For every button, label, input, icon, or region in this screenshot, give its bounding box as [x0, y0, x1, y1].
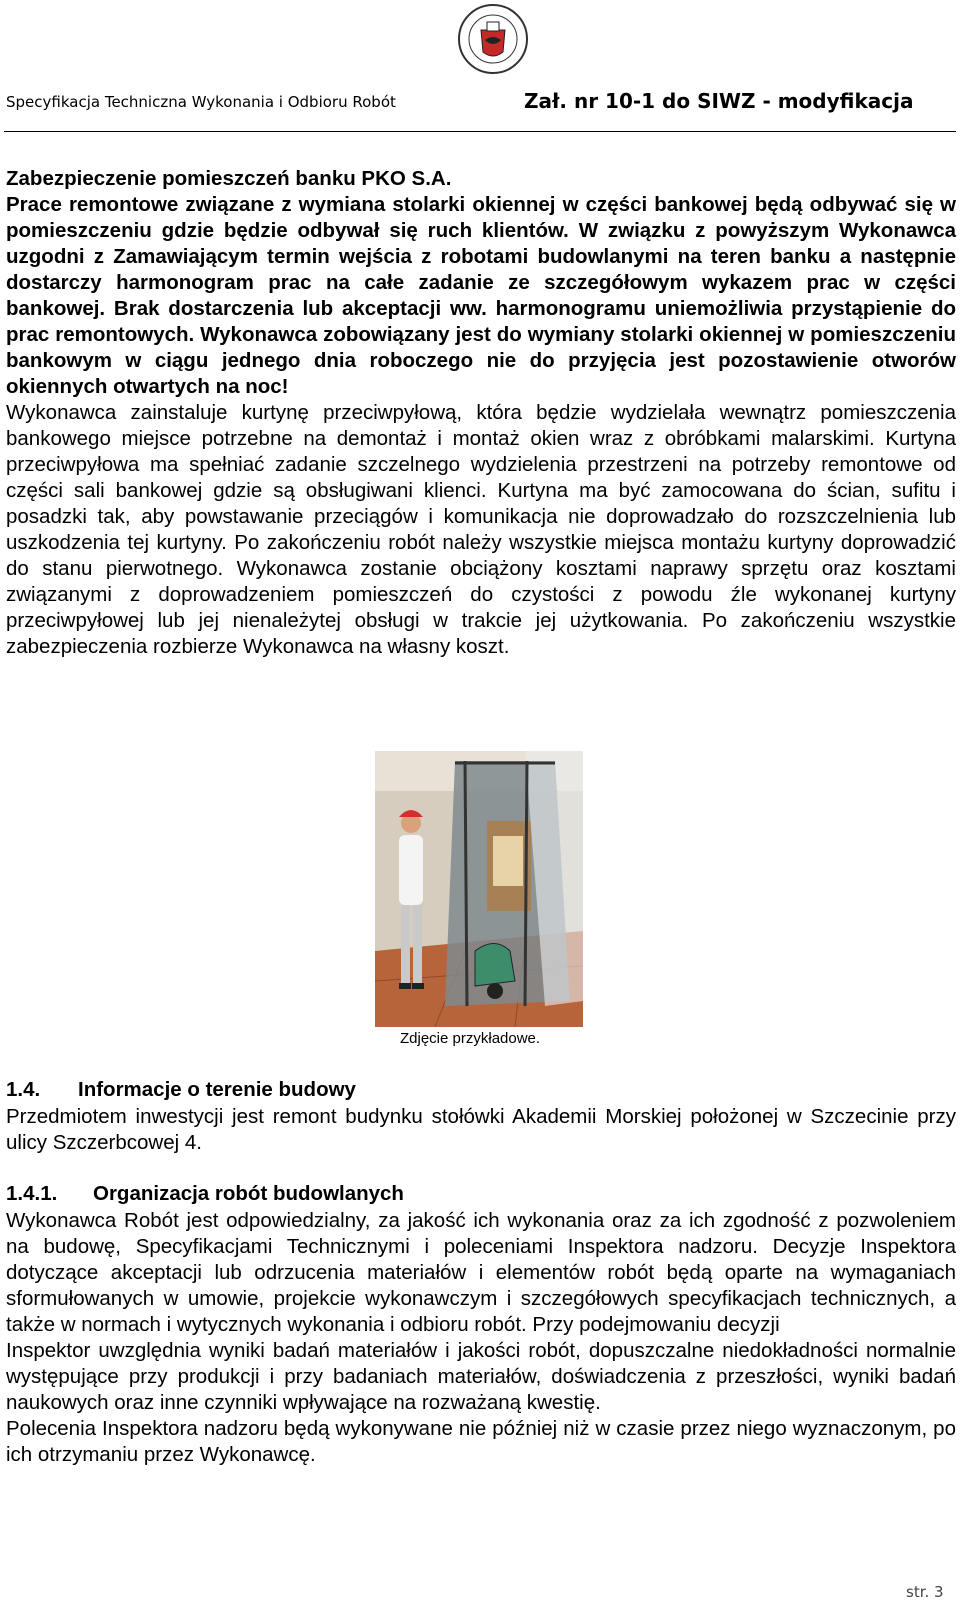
page-number: str. 3 [906, 1583, 944, 1601]
section-1-4-1-number: 1.4.1. [6, 1182, 58, 1205]
section-1-4-heading [6, 1078, 356, 1102]
section-1-4-number: 1.4. [6, 1078, 41, 1101]
section-1-4-title: Informacje o terenie budowy [78, 1078, 356, 1101]
section-bank-paragraph: Wykonawca zainstaluje kurtynę przeciwpyłową, która będzie wydzielała wewnątrz pomieszczenia bankowego miejsce potrzebne na demontaż i montaż okien wraz z obróbkami malarskimi. Kurtyna przeciwpyłowa ma spełniać zadanie szczelnego wydzielenia przestrzeni na potrzeby remontowe od części sali bankowej gdzie są obsługiwani klienci. Kurtyna ma być zamocowana do ścian, sufitu i posadzki tak, aby powstawanie przeciągów i komunikacja nie doprowadzało do rozszczelnienia lub uszkodzenia tej kurtyny. Po zakończeniu robót należy wszystkie miejsca montażu kurtyny doprowadzić do stanu pierwotnego. Wykonawca zostanie obciążony kosztami naprawy sprzętu oraz kosztami związanymi z doprowadzeniem pomieszczeń do czystości z powodu źle wykonanej kurtyny przeciwpyłowej lub jej nienależytej obsługi w trakcie jej użytkowania. Po zakończeniu wszystkie zabezpieczenia rozbierze Wykonawca na własny koszt. [6, 401, 956, 658]
section-1-4-paragraph: Przedmiotem inwestycji jest remont budynku stołówki Akademii Morskiej położonej w Szczecinie przy ulicy Szczerbcowej 4. [6, 1105, 956, 1154]
header-document-title: Specyfikacja Techniczna Wykonania i Odbioru Robót [6, 93, 396, 111]
header-attachment-label: Zał. nr 10-1 do SIWZ - modyfikacja [524, 89, 914, 113]
section-1-4-1-paragraph-1: Wykonawca Robót jest odpowiedzialny, za jakość ich wykonania oraz za ich zgodność z pozwoleniem na budowę, Specyfikacjami Technicznymi i poleceniami Inspektora nadzoru. Decyzje Inspektora dotyczące akceptacji lub odrzucenia materiałów i elementów robót będą oparte na wymaganiach sformułowanych w umowie, projekcie wykonawczym i szczegółowych specyfikacjach technicznych, a także w normach i wytycznych wykonania i odbioru robót. Przy podejmowaniu decyzji [6, 1209, 956, 1336]
example-photo [375, 751, 583, 1027]
section-1-4-1-heading [6, 1182, 404, 1206]
section-1-4-1-title: Organizacja robót budowlanych [93, 1182, 404, 1205]
section-bank-bold-paragraph: Prace remontowe związane z wymiana stolarki okiennej w części bankowej będą odbywać się w pomieszczeniu gdzie będzie odbywał się ruch klientów. W związku z powyższym Wykonawca uzgodni z Zamawiającym termin wejścia z robotami budowlanymi na teren banku a następnie dostarczy harmonogram prac na całe zadanie ze szczegółowym wykazem prac w części bankowej. Brak dostarczenia lub akceptacji ww. harmonogramu uniemożliwia przystąpienie do prac remontowych. Wykonawca zobowiązany jest do wymiany stolarki okiennej w pomieszczeniu bankowym w ciągu jednego dnia roboczego nie do przyjęcia jest pozostawienie otworów okiennych otwartych na noc! [6, 193, 956, 398]
akademia-morska-logo [455, 0, 531, 78]
section-1-4-1-paragraph-3: Polecenia Inspektora nadzoru będą wykonywane nie później niż w czasie przez niego wyznaczonym, po ich otrzymaniu przez Wykonawcę. [6, 1417, 956, 1466]
section-bank-title: Zabezpieczenie pomieszczeń banku PKO S.A. [6, 167, 452, 190]
section-bank [6, 166, 956, 660]
section-1-4-body [6, 1104, 956, 1156]
section-1-4-1-body [6, 1208, 956, 1468]
header-divider [4, 131, 956, 132]
section-1-4-1-paragraph-2: Inspektor uwzględnia wyniki badań materiałów i jakości robót, dopuszczalne niedokładności normalnie występujące przy produkcji i przy badaniach materiałów, doświadczenia z przeszłości, wyniki badań naukowych oraz inne czynniki wpływające na rozważaną kwestię. [6, 1339, 956, 1414]
photo-caption: Zdjęcie przykładowe. [400, 1030, 541, 1047]
